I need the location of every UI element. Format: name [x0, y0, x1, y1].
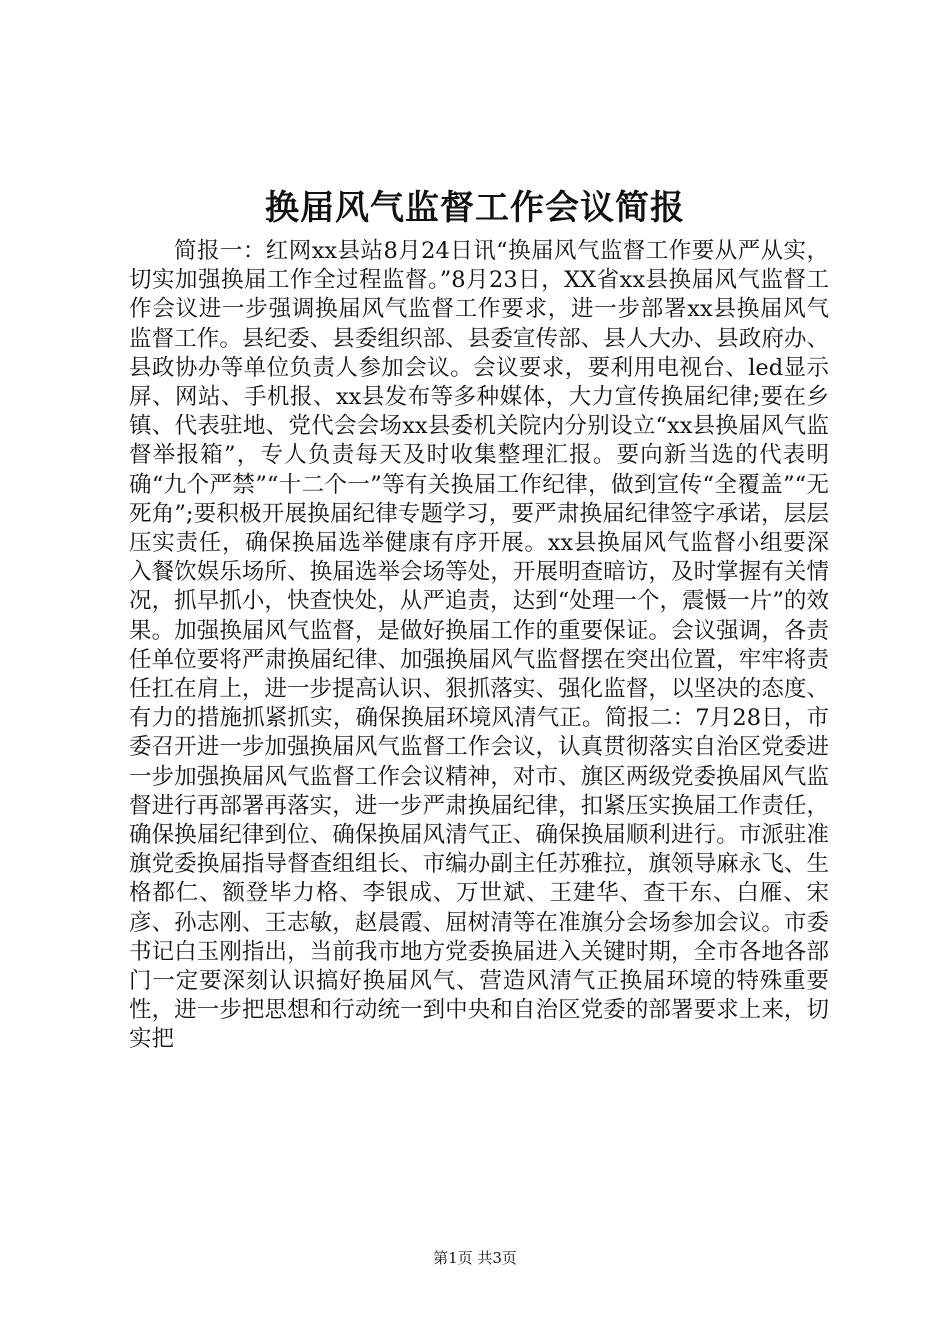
document-title: 换届风气监督工作会议简报 [265, 188, 685, 228]
document-body: 简报一：红网xx县站8月24日讯“换届风气监督工作要从严从实，切实加强换届工作全过程监督。”8月23日，XX省xx县换届风气监督工作会议进一步强调换届风气监督工作要求，进一步部署xx县换届风气监督工作。县纪委、县委组织部、县委宣传部、县人大办、县政府办、县政协办等单位负责人参加会议。会议要求，要利用电视台、led显示屏、网站、手机报、xx县发布等多种媒体，大力宣传换届纪律;要在乡镇、代表驻地、党代会会场xx县委机关院内分别设立“xx县换届风气监督举报箱”，专人负责每天及时收集整理汇报。要向新当选的代表明确“九个严禁”“十二个一”等有关换届工作纪律，做到宣传“全覆盖”“无死角”;要积极开展换届纪律专题学习，要严肃换届纪律签字承诺，层层压实责任，确保换届选举健康有序开展。xx县换届风气监督小组要深入餐饮娱乐场所、换届选举会场等处，开展明查暗访，及时掌握有关情况，抓早抓小，快查快处，从严追责，达到“处理一个，震慑一片”的效果。加强换届风气监督，是做好换届工作的重要保证。会议强调，各责任单位要将严肃换届纪律、加强换届风气监督摆在突出位置，牢牢将责任扛在肩上，进一步提高认识、狠抓落实、强化监督，以坚决的态度、有力的措施抓紧抓实，确保换届环境风清气正。简报二：7月28日，市委召开进一步加强换届风气监督工作会议，认真贯彻落实自治区党委进一步加强换届风气监督工作会议精神，对市、旗区两级党委换届风气监督进行再部署再落实，进一步严肃换届纪律，扣紧压实换届工作责任，确保换届纪律到位、确保换届风清气正、确保换届顺利进行。市派驻准旗党委换届指导督查组组长、市编办副主任苏雅拉，旗领导麻永飞、生格都仁、额登毕力格、李银成、万世斌、王建华、查干东、白雁、宋彦、孙志刚、王志敏，赵晨霞、屈树清等在准旗分会场参加会议。市委书记白玉刚指出，当前我市地方党委换届进入关键时期，全市各地各部门一定要深刻认识搞好换届风气、营造风清气正换届环境的特殊重要性，进一步把思想和行动统一到中央和自治区党委的部署要求上来，切实把 [129, 238, 829, 1053]
page-footer: 第1页 共3页 [433, 1249, 517, 1267]
